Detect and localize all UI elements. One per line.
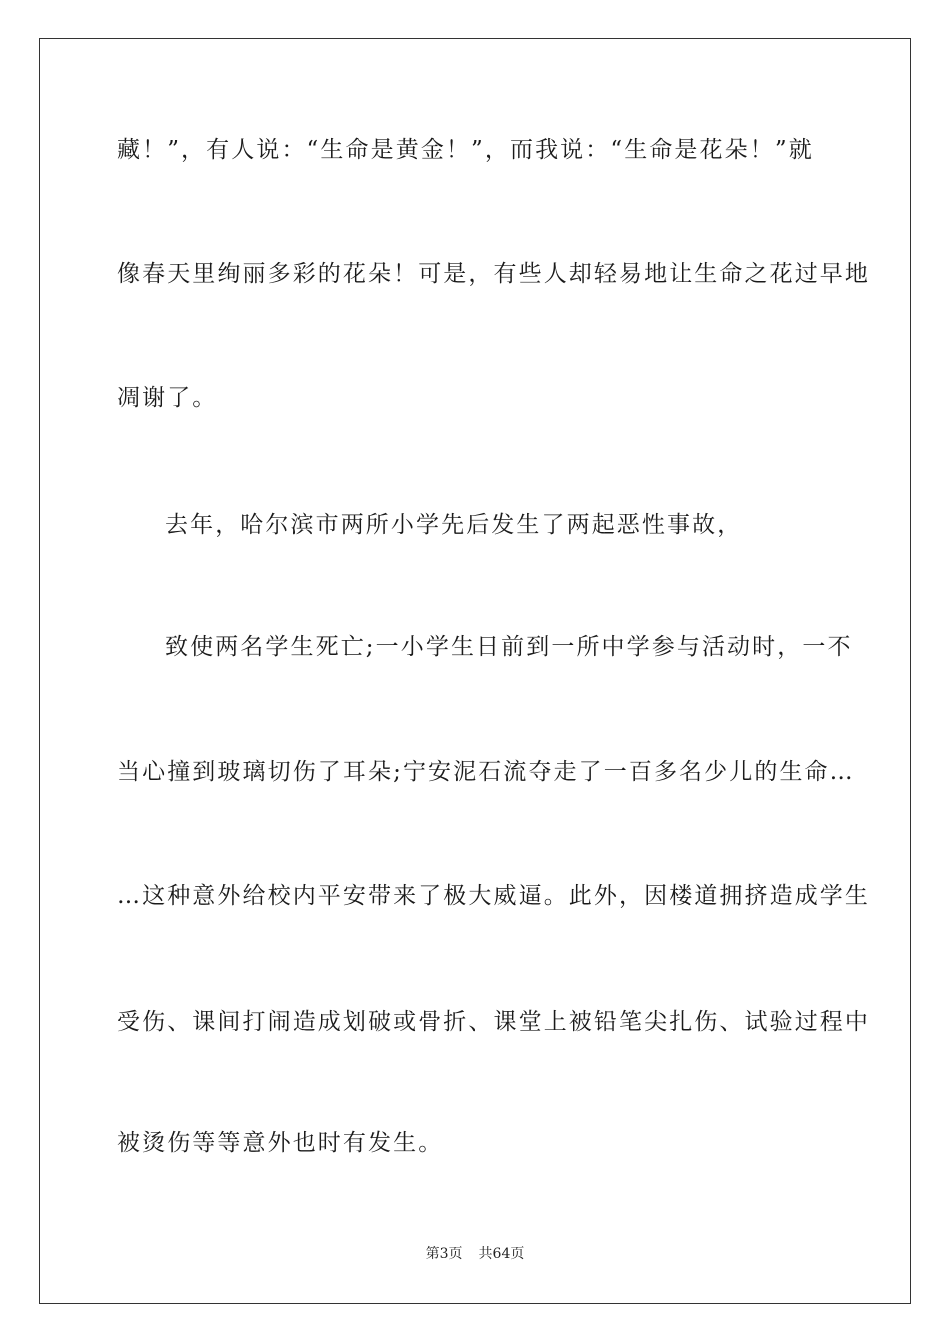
text-line-7: …这种意外给校内平安带来了极大威逼。此外，因楼道拥挤造成学生 bbox=[117, 883, 870, 909]
text-line-9: 被烫伤等等意外也时有发生。 bbox=[117, 1130, 444, 1156]
current-page-label: 第3页 bbox=[425, 1246, 463, 1262]
page-footer bbox=[0, 1244, 950, 1264]
text-line-2: 像春天里绚丽多彩的花朵！可是，有些人却轻易地让生命之花过早地 bbox=[117, 261, 870, 287]
total-pages-label: 共64页 bbox=[478, 1246, 525, 1262]
text-line-3: 凋谢了。 bbox=[117, 385, 218, 411]
text-line-5: 致使两名学生死亡;一小学生日前到一所中学参与活动时，一不 bbox=[165, 634, 853, 660]
text-line-8: 受伤、课间打闹造成划破或骨折、课堂上被铅笔尖扎伤、试验过程中 bbox=[117, 1009, 870, 1035]
page-frame bbox=[39, 38, 911, 1304]
text-line-1: 藏！”，有人说：“生命是黄金！”，而我说：“生命是花朵！”就 bbox=[117, 137, 814, 163]
text-line-6: 当心撞到玻璃切伤了耳朵;宁安泥石流夺走了一百多名少儿的生命… bbox=[117, 759, 855, 785]
text-line-4: 去年，哈尔滨市两所小学先后发生了两起恶性事故， bbox=[165, 512, 743, 538]
